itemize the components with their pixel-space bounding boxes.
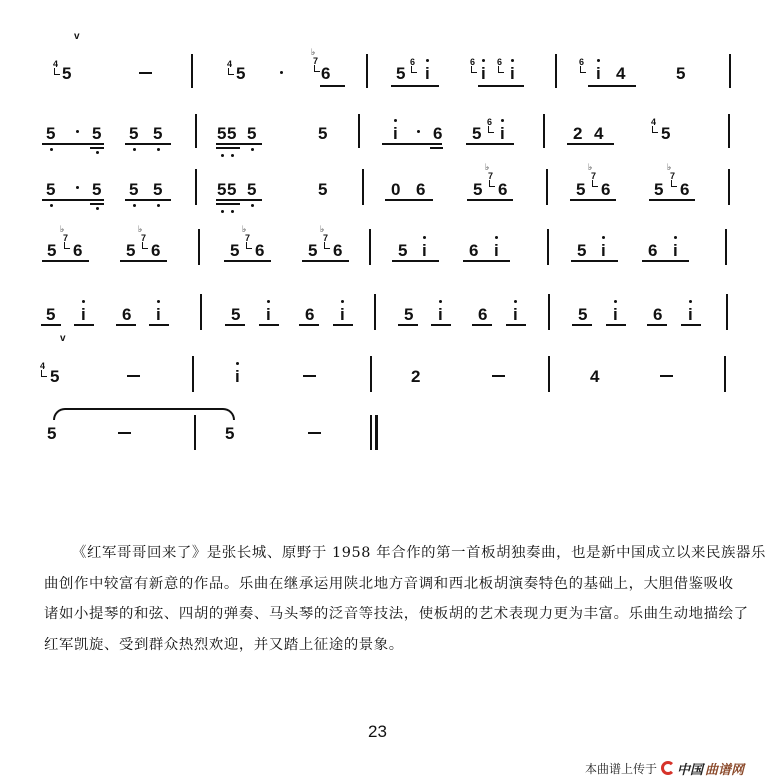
grace-slur bbox=[592, 180, 598, 187]
note-low bbox=[247, 125, 256, 142]
note-digit: i bbox=[425, 64, 430, 83]
barline bbox=[195, 169, 197, 205]
site-logo[interactable] bbox=[661, 759, 744, 778]
note-digit: i bbox=[510, 64, 515, 83]
underline bbox=[42, 260, 89, 262]
note-high bbox=[688, 306, 693, 323]
grace-note: 4 bbox=[40, 361, 46, 371]
note: 5 bbox=[50, 367, 60, 386]
low-dot bbox=[221, 154, 224, 157]
flat-sign: ♭ bbox=[667, 162, 672, 172]
barline bbox=[370, 356, 372, 392]
barline bbox=[192, 356, 194, 392]
note: 6 bbox=[305, 305, 315, 324]
note-low bbox=[92, 181, 101, 198]
note-digit: i bbox=[266, 305, 271, 324]
underline bbox=[506, 324, 526, 326]
underline bbox=[333, 324, 353, 326]
augmentation-dot bbox=[76, 130, 79, 133]
note-low bbox=[46, 125, 55, 142]
underline bbox=[90, 203, 104, 205]
note: 5 bbox=[62, 64, 72, 83]
note-digit: i bbox=[156, 305, 161, 324]
grace-note: 7 bbox=[591, 171, 597, 181]
low-dot bbox=[50, 148, 53, 151]
grace-note: 6 bbox=[487, 117, 493, 127]
note-high bbox=[513, 306, 518, 323]
underline bbox=[478, 85, 524, 87]
flat-sign: ♭ bbox=[60, 224, 65, 234]
barline bbox=[547, 229, 549, 265]
underline bbox=[90, 147, 104, 149]
high-dot bbox=[157, 300, 160, 303]
note-digit: 5 bbox=[153, 180, 163, 199]
note-digit: i bbox=[601, 241, 606, 260]
note: 4 bbox=[590, 367, 600, 386]
note-high bbox=[613, 306, 618, 323]
note-high bbox=[340, 306, 345, 323]
low-dot bbox=[50, 204, 53, 207]
note-high bbox=[266, 306, 271, 323]
low-dot bbox=[251, 204, 254, 207]
high-dot bbox=[689, 300, 692, 303]
final-barline bbox=[370, 415, 372, 450]
low-dot bbox=[221, 210, 224, 213]
breath-mark: v bbox=[74, 31, 80, 42]
note-digit: 5 bbox=[46, 124, 56, 143]
underline bbox=[302, 260, 349, 262]
note: 5 bbox=[231, 305, 241, 324]
high-dot bbox=[602, 236, 605, 239]
note-digit: i bbox=[393, 124, 398, 143]
high-dot bbox=[267, 300, 270, 303]
low-dot bbox=[96, 207, 99, 210]
grace-note: 7 bbox=[313, 56, 319, 66]
flat-sign: ♭ bbox=[311, 47, 316, 57]
underline bbox=[391, 85, 439, 87]
sustain-dash bbox=[303, 375, 316, 377]
underline bbox=[430, 147, 443, 149]
underline bbox=[125, 143, 171, 145]
underline bbox=[572, 324, 592, 326]
note-digit: i bbox=[494, 241, 499, 260]
sustain-dash bbox=[660, 375, 673, 377]
note: 5 bbox=[225, 424, 235, 443]
grace-slur bbox=[652, 126, 658, 133]
low-dot bbox=[96, 151, 99, 154]
note: 6 bbox=[653, 305, 663, 324]
grace-slur bbox=[498, 66, 504, 73]
note-high bbox=[500, 125, 505, 142]
high-dot bbox=[514, 300, 517, 303]
flat-sign: ♭ bbox=[242, 224, 247, 234]
underline bbox=[681, 324, 701, 326]
note-low bbox=[129, 125, 138, 142]
barline bbox=[548, 356, 550, 392]
note-digit: i bbox=[438, 305, 443, 324]
grace-slur bbox=[64, 242, 70, 249]
note: 5 bbox=[398, 241, 408, 260]
note: 5 bbox=[308, 241, 318, 260]
high-dot bbox=[341, 300, 344, 303]
note-high bbox=[601, 242, 606, 259]
high-dot bbox=[439, 300, 442, 303]
grace-note: 6 bbox=[410, 57, 416, 67]
score-line-5 bbox=[0, 290, 777, 340]
grace-note: 6 bbox=[579, 57, 585, 67]
note-digit: 5 bbox=[92, 180, 102, 199]
low-dot bbox=[133, 204, 136, 207]
note-high bbox=[425, 65, 430, 82]
underline bbox=[385, 199, 433, 201]
underline bbox=[42, 199, 104, 201]
grace-slur bbox=[228, 68, 234, 75]
low-dot bbox=[251, 148, 254, 151]
note: 5 bbox=[396, 64, 406, 83]
piece-description bbox=[44, 538, 766, 660]
barline bbox=[728, 169, 730, 205]
note: 6 bbox=[680, 180, 690, 199]
score-line-1 bbox=[0, 31, 777, 100]
grace-note: 7 bbox=[323, 233, 329, 243]
tie-slur bbox=[53, 408, 235, 420]
note: 5 bbox=[46, 305, 56, 324]
underline bbox=[120, 260, 167, 262]
grace-slur bbox=[314, 65, 320, 72]
high-dot bbox=[511, 59, 514, 62]
logo-text-china: 中国 bbox=[677, 762, 704, 778]
description-line-2: 曲创作中较富有新意的作品。乐曲在继承运用陕北地方音调和西北板胡演奏特色的基础上，大胆借鉴吸收 bbox=[44, 575, 734, 592]
note: 6 bbox=[255, 241, 265, 260]
barline bbox=[724, 356, 726, 392]
grace-slur bbox=[246, 242, 252, 249]
description-line-3: 诸如小提琴的和弦、四胡的弹奏、马头琴的泛音等技法，使板胡的艺术表现力更为丰富。乐曲生动地描绘了 bbox=[44, 606, 749, 623]
note: 5 bbox=[473, 180, 483, 199]
note-digit: 5 bbox=[247, 180, 257, 199]
score-line-6 bbox=[0, 333, 777, 402]
note: 2 bbox=[411, 367, 421, 386]
barline bbox=[548, 294, 550, 330]
underline bbox=[116, 324, 136, 326]
note-digit: 5 bbox=[227, 180, 237, 199]
grace-slur bbox=[41, 370, 47, 377]
note: 5 bbox=[230, 241, 240, 260]
note-high bbox=[481, 65, 486, 82]
augmentation-dot bbox=[76, 186, 79, 189]
note: 6 bbox=[433, 124, 443, 143]
underline bbox=[588, 85, 636, 87]
low-dot bbox=[231, 210, 234, 213]
underline bbox=[74, 324, 94, 326]
grace-note: 7 bbox=[141, 233, 147, 243]
flat-sign: ♭ bbox=[138, 224, 143, 234]
grace-note: 6 bbox=[470, 57, 476, 67]
score-line-4 bbox=[0, 225, 777, 275]
note-low bbox=[153, 125, 162, 142]
barline bbox=[726, 294, 728, 330]
underline bbox=[299, 324, 319, 326]
note: 5 bbox=[661, 124, 671, 143]
underline bbox=[463, 260, 510, 262]
grace-slur bbox=[142, 242, 148, 249]
high-dot bbox=[597, 59, 600, 62]
note-high bbox=[494, 242, 499, 259]
upload-footer bbox=[585, 758, 744, 778]
note-low bbox=[217, 125, 226, 142]
note: 5 bbox=[404, 305, 414, 324]
underline bbox=[567, 143, 614, 145]
grace-note: 7 bbox=[488, 171, 494, 181]
note-low bbox=[46, 181, 55, 198]
note-low bbox=[153, 181, 162, 198]
underline bbox=[571, 260, 618, 262]
note-digit: 5 bbox=[227, 124, 237, 143]
barline bbox=[728, 114, 730, 148]
augmentation-dot bbox=[280, 71, 283, 74]
low-dot bbox=[157, 204, 160, 207]
note: 6 bbox=[122, 305, 132, 324]
barline bbox=[369, 229, 371, 265]
note-digit: i bbox=[500, 124, 505, 143]
sustain-dash bbox=[139, 72, 152, 74]
note-low bbox=[129, 181, 138, 198]
note-low bbox=[227, 181, 236, 198]
underline bbox=[431, 324, 451, 326]
note: 5 bbox=[318, 124, 328, 143]
underline bbox=[649, 199, 695, 201]
underline bbox=[216, 199, 262, 201]
score-line-2 bbox=[0, 110, 777, 160]
note-low bbox=[92, 125, 101, 142]
note-digit: i bbox=[235, 367, 240, 386]
note-high bbox=[156, 306, 161, 323]
note: 6 bbox=[333, 241, 343, 260]
note: 4 bbox=[616, 64, 626, 83]
note: 6 bbox=[469, 241, 479, 260]
description-line-4: 红军凯旋、受到群众热烈欢迎，并又踏上征途的景象。 bbox=[44, 636, 404, 653]
note: 6 bbox=[601, 180, 611, 199]
grace-slur bbox=[411, 66, 417, 73]
underline bbox=[42, 143, 104, 145]
note-digit: 5 bbox=[217, 180, 227, 199]
note: 5 bbox=[47, 424, 57, 443]
note-high bbox=[596, 65, 601, 82]
grace-slur bbox=[580, 66, 586, 73]
low-dot bbox=[231, 154, 234, 157]
note: 5 bbox=[126, 241, 136, 260]
note: 6 bbox=[416, 180, 426, 199]
note-digit: i bbox=[481, 64, 486, 83]
note-low bbox=[247, 181, 256, 198]
underline bbox=[382, 143, 442, 145]
note: 6 bbox=[498, 180, 508, 199]
final-barline-thick bbox=[375, 415, 378, 450]
underline bbox=[606, 324, 626, 326]
description-line-1: 《红军哥哥回来了》是张长城、原野于 1958 年合作的第一首板胡独奏曲，也是新中国成立以来民族器乐 bbox=[72, 545, 766, 561]
underline bbox=[225, 324, 245, 326]
underline bbox=[216, 143, 262, 145]
note: 5 bbox=[578, 305, 588, 324]
barline bbox=[200, 294, 202, 330]
underline bbox=[467, 199, 513, 201]
note: 5 bbox=[47, 241, 57, 260]
breath-mark: v bbox=[60, 333, 66, 344]
note: 0 bbox=[391, 180, 401, 199]
note-digit: i bbox=[81, 305, 86, 324]
note: 6 bbox=[648, 241, 658, 260]
note-digit: i bbox=[613, 305, 618, 324]
grace-slur bbox=[54, 68, 60, 75]
note: 5 bbox=[236, 64, 246, 83]
note-high bbox=[510, 65, 515, 82]
note-digit: i bbox=[340, 305, 345, 324]
note: 5 bbox=[676, 64, 686, 83]
page-number: 23 bbox=[368, 722, 387, 741]
grace-note: 4 bbox=[227, 59, 233, 69]
barline bbox=[358, 114, 360, 148]
note: 6 bbox=[151, 241, 161, 260]
note: 5 bbox=[472, 124, 482, 143]
note-digit: 5 bbox=[129, 124, 139, 143]
note-digit: 5 bbox=[46, 180, 56, 199]
grace-slur bbox=[471, 66, 477, 73]
high-dot bbox=[423, 236, 426, 239]
note: 6 bbox=[478, 305, 488, 324]
sustain-dash bbox=[118, 432, 131, 434]
logo-text-qupu: 曲谱网 bbox=[705, 762, 745, 778]
note: 2 bbox=[573, 124, 583, 143]
barline bbox=[729, 54, 731, 88]
note: 6 bbox=[73, 241, 83, 260]
note: 5 bbox=[654, 180, 664, 199]
note: 5 bbox=[318, 180, 328, 199]
note-low bbox=[217, 181, 226, 198]
underline bbox=[647, 324, 667, 326]
grace-slur bbox=[324, 242, 330, 249]
barline bbox=[191, 54, 193, 88]
note-high bbox=[235, 368, 240, 385]
note-digit: 5 bbox=[247, 124, 257, 143]
low-dot bbox=[157, 148, 160, 151]
grace-note: 7 bbox=[245, 233, 251, 243]
note-digit: 5 bbox=[129, 180, 139, 199]
sustain-dash bbox=[492, 375, 505, 377]
high-dot bbox=[614, 300, 617, 303]
grace-note: 4 bbox=[651, 117, 657, 127]
grace-note: 7 bbox=[670, 171, 676, 181]
barline bbox=[195, 114, 197, 148]
grace-note: 6 bbox=[497, 57, 503, 67]
underline bbox=[466, 143, 514, 145]
barline bbox=[194, 415, 196, 450]
underline bbox=[398, 324, 418, 326]
note-digit: 5 bbox=[92, 124, 102, 143]
flat-sign: ♭ bbox=[588, 162, 593, 172]
note-digit: i bbox=[673, 241, 678, 260]
sustain-dash bbox=[127, 375, 140, 377]
note: 5 bbox=[577, 241, 587, 260]
grace-note: 7 bbox=[63, 233, 69, 243]
underline bbox=[259, 324, 279, 326]
note: 6 bbox=[321, 64, 331, 83]
note-digit: i bbox=[513, 305, 518, 324]
underline bbox=[125, 199, 171, 201]
note-high bbox=[422, 242, 427, 259]
logo-mark-icon bbox=[661, 761, 675, 775]
note-digit: i bbox=[422, 241, 427, 260]
high-dot bbox=[236, 362, 239, 365]
barline bbox=[366, 54, 368, 88]
low-dot bbox=[133, 148, 136, 151]
note-digit: i bbox=[596, 64, 601, 83]
high-dot bbox=[495, 236, 498, 239]
upload-text: 本曲谱上传于 bbox=[585, 761, 658, 776]
grace-slur bbox=[671, 180, 677, 187]
note-digit: 5 bbox=[217, 124, 227, 143]
barline bbox=[198, 229, 200, 265]
underline bbox=[642, 260, 689, 262]
barline bbox=[725, 229, 727, 265]
underline bbox=[216, 203, 240, 205]
note: 4 bbox=[594, 124, 604, 143]
barline bbox=[546, 169, 548, 205]
note-high bbox=[438, 306, 443, 323]
grace-slur bbox=[489, 180, 495, 187]
underline bbox=[224, 260, 271, 262]
underline bbox=[392, 260, 439, 262]
augmentation-dot bbox=[417, 130, 420, 133]
underline bbox=[320, 85, 345, 87]
barline bbox=[543, 114, 545, 148]
barline bbox=[555, 54, 557, 88]
grace-slur bbox=[488, 126, 494, 133]
sustain-dash bbox=[308, 432, 321, 434]
high-dot bbox=[394, 119, 397, 122]
score-line-3 bbox=[0, 162, 777, 215]
score-line-7 bbox=[0, 400, 777, 450]
barline bbox=[362, 169, 364, 205]
barline bbox=[374, 294, 376, 330]
note-high bbox=[393, 125, 398, 142]
underline bbox=[472, 324, 492, 326]
note-digit: i bbox=[688, 305, 693, 324]
high-dot bbox=[82, 300, 85, 303]
high-dot bbox=[501, 119, 504, 122]
high-dot bbox=[426, 59, 429, 62]
note-low bbox=[227, 125, 236, 142]
note-digit: 5 bbox=[153, 124, 163, 143]
flat-sign: ♭ bbox=[485, 162, 490, 172]
high-dot bbox=[674, 236, 677, 239]
underline bbox=[570, 199, 616, 201]
flat-sign: ♭ bbox=[320, 224, 325, 234]
note-high bbox=[673, 242, 678, 259]
high-dot bbox=[482, 59, 485, 62]
underline bbox=[216, 147, 240, 149]
note: 5 bbox=[576, 180, 586, 199]
grace-note: 4 bbox=[53, 59, 59, 69]
note-high bbox=[81, 306, 86, 323]
underline bbox=[41, 324, 61, 326]
underline bbox=[149, 324, 169, 326]
